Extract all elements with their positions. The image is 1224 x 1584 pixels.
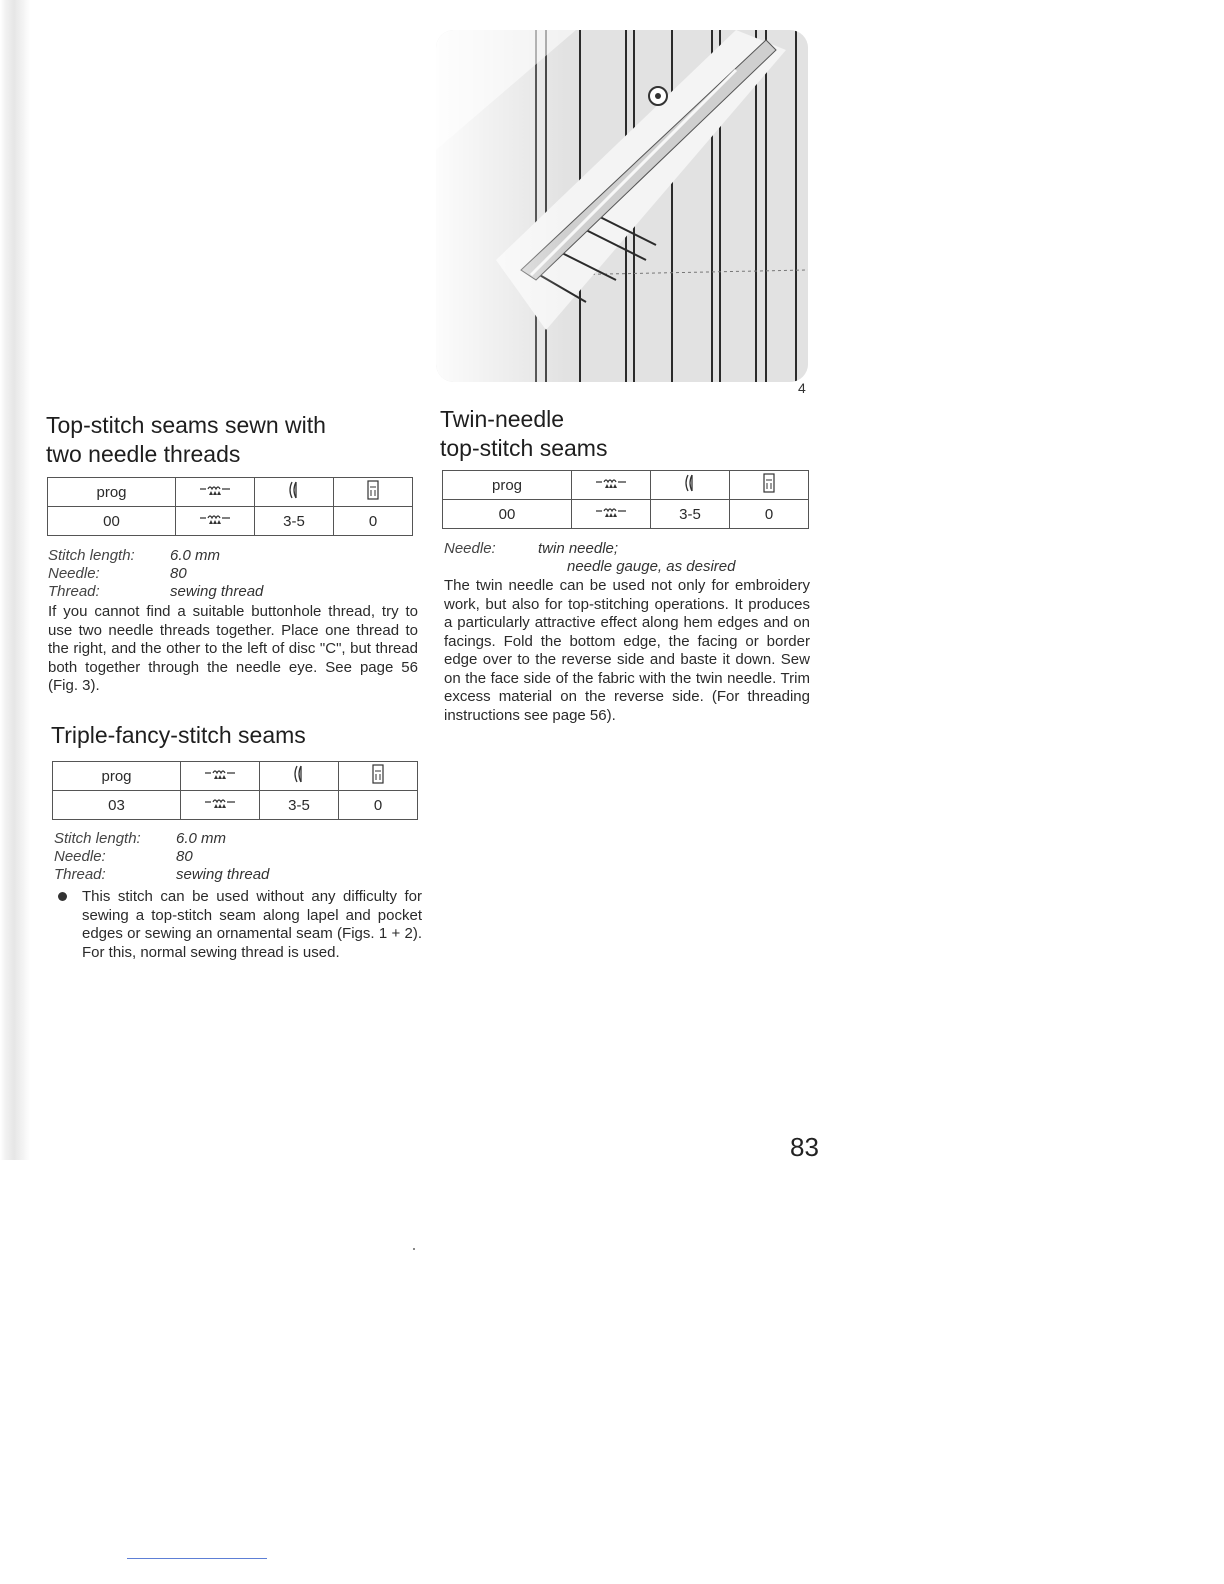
value-prog: 00: [443, 500, 572, 529]
spec-value: 80: [170, 565, 187, 582]
scan-shadow-edge: [0, 0, 30, 1160]
spec-label: Thread:: [48, 583, 100, 600]
value-width: 3-5: [260, 791, 339, 820]
spec-value: 6.0 mm: [176, 830, 227, 847]
value-foot: 0: [730, 500, 809, 529]
spec-label: Needle:: [54, 848, 106, 865]
table-row: [48, 507, 413, 536]
table-row: [443, 500, 809, 529]
section-topstitch-title: [46, 411, 426, 469]
triple-bullet-item: [54, 888, 422, 962]
spec-value: twin needle;: [538, 540, 619, 557]
spec-label: Needle:: [444, 540, 496, 557]
spec-row: [444, 558, 810, 576]
page-number: 83: [790, 1132, 819, 1162]
spec-row: [48, 583, 418, 601]
stitch-pattern-icon: [181, 762, 260, 791]
section-triple-title: [51, 721, 431, 750]
header-prog: prog: [48, 478, 176, 507]
value-prog: 03: [53, 791, 181, 820]
triple-bullet-text: This stitch can be used without any difficulty for sewing a top-stitch seam along lapel and pocket edges or sewing an ornamental seam (Figs. 1 + 2). For this, normal sewing thread is used.: [82, 888, 422, 961]
triple-settings-table: [52, 761, 418, 820]
spec-value: sewing thread: [176, 866, 270, 883]
figure-number: 4: [798, 380, 806, 396]
footer-rule: [127, 1558, 267, 1559]
presser-foot-icon: [339, 762, 418, 791]
stitch-width-icon: [260, 762, 339, 791]
value-foot: 0: [334, 507, 413, 536]
presser-foot-icon: [730, 471, 809, 500]
table-row: [53, 791, 418, 820]
topstitch-title-line1: Top-stitch seams sewn with: [46, 412, 326, 438]
header-prog: prog: [443, 471, 572, 500]
spec-label: Thread:: [54, 866, 106, 883]
table-row: [443, 471, 809, 500]
twin-title-line2: top-stitch seams: [440, 435, 608, 461]
spec-row: [48, 547, 418, 565]
twin-body: The twin needle can be used not only for embroidery work, but also for top-stitching operations. It produces a particularly attractive effect along hem edges and on facings. Fold the bottom edge, the facing or border edge over to the reverse side and baste it down. Sew on the face side of the fabric with the twin needle. Trim excess material on the reverse side. (For threading instructions see page 56).: [444, 577, 810, 724]
triple-title: Triple-fancy-stitch seams: [51, 722, 306, 748]
spec-value: 6.0 mm: [170, 547, 221, 564]
topstitch-specs: [48, 547, 418, 696]
twin-specs: [444, 540, 810, 725]
presser-foot-icon: [334, 478, 413, 507]
spec-label: Stitch length:: [48, 547, 135, 564]
table-row: [48, 478, 413, 507]
spec-value: needle gauge, as desired: [567, 558, 736, 575]
value-prog: 00: [48, 507, 176, 536]
stitch-width-icon: [255, 478, 334, 507]
stitch-pattern-icon: [572, 471, 651, 500]
stitch-width-icon: [651, 471, 730, 500]
striped-fabric-photo: [436, 30, 808, 382]
stitch-pattern-icon: [181, 791, 260, 820]
stitch-pattern-icon: [176, 507, 255, 536]
spec-row: [54, 830, 422, 848]
value-width: 3-5: [651, 500, 730, 529]
twin-settings-table: [442, 470, 809, 529]
scan-speck: [413, 1248, 415, 1250]
spec-label: Stitch length:: [54, 830, 141, 847]
spec-label: Needle:: [48, 565, 100, 582]
bullet-icon: [58, 892, 67, 901]
stitch-pattern-icon: [176, 478, 255, 507]
spec-row: [444, 540, 810, 558]
spec-value: 80: [176, 848, 193, 865]
stitch-pattern-icon: [572, 500, 651, 529]
spec-row: [54, 848, 422, 866]
triple-specs: [54, 830, 422, 962]
value-foot: 0: [339, 791, 418, 820]
header-prog: prog: [53, 762, 181, 791]
fabric-scissors-illustration: [436, 30, 808, 382]
spec-value: sewing thread: [170, 583, 264, 600]
twin-title-line1: Twin-needle: [440, 406, 565, 432]
value-width: 3-5: [255, 507, 334, 536]
topstitch-body: If you cannot find a suitable buttonhole thread, try to use two needle threads together. Place one thread to the right, and the other to the left of disc "C", but thread both together through the needle eye. See page 56 (Fig. 3).: [48, 603, 418, 694]
spec-row: [54, 866, 422, 884]
section-twin-title: [440, 405, 820, 463]
topstitch-title-line2: two needle threads: [46, 441, 241, 467]
topstitch-settings-table: [47, 477, 413, 536]
spec-row: [48, 565, 418, 583]
table-row: [53, 762, 418, 791]
